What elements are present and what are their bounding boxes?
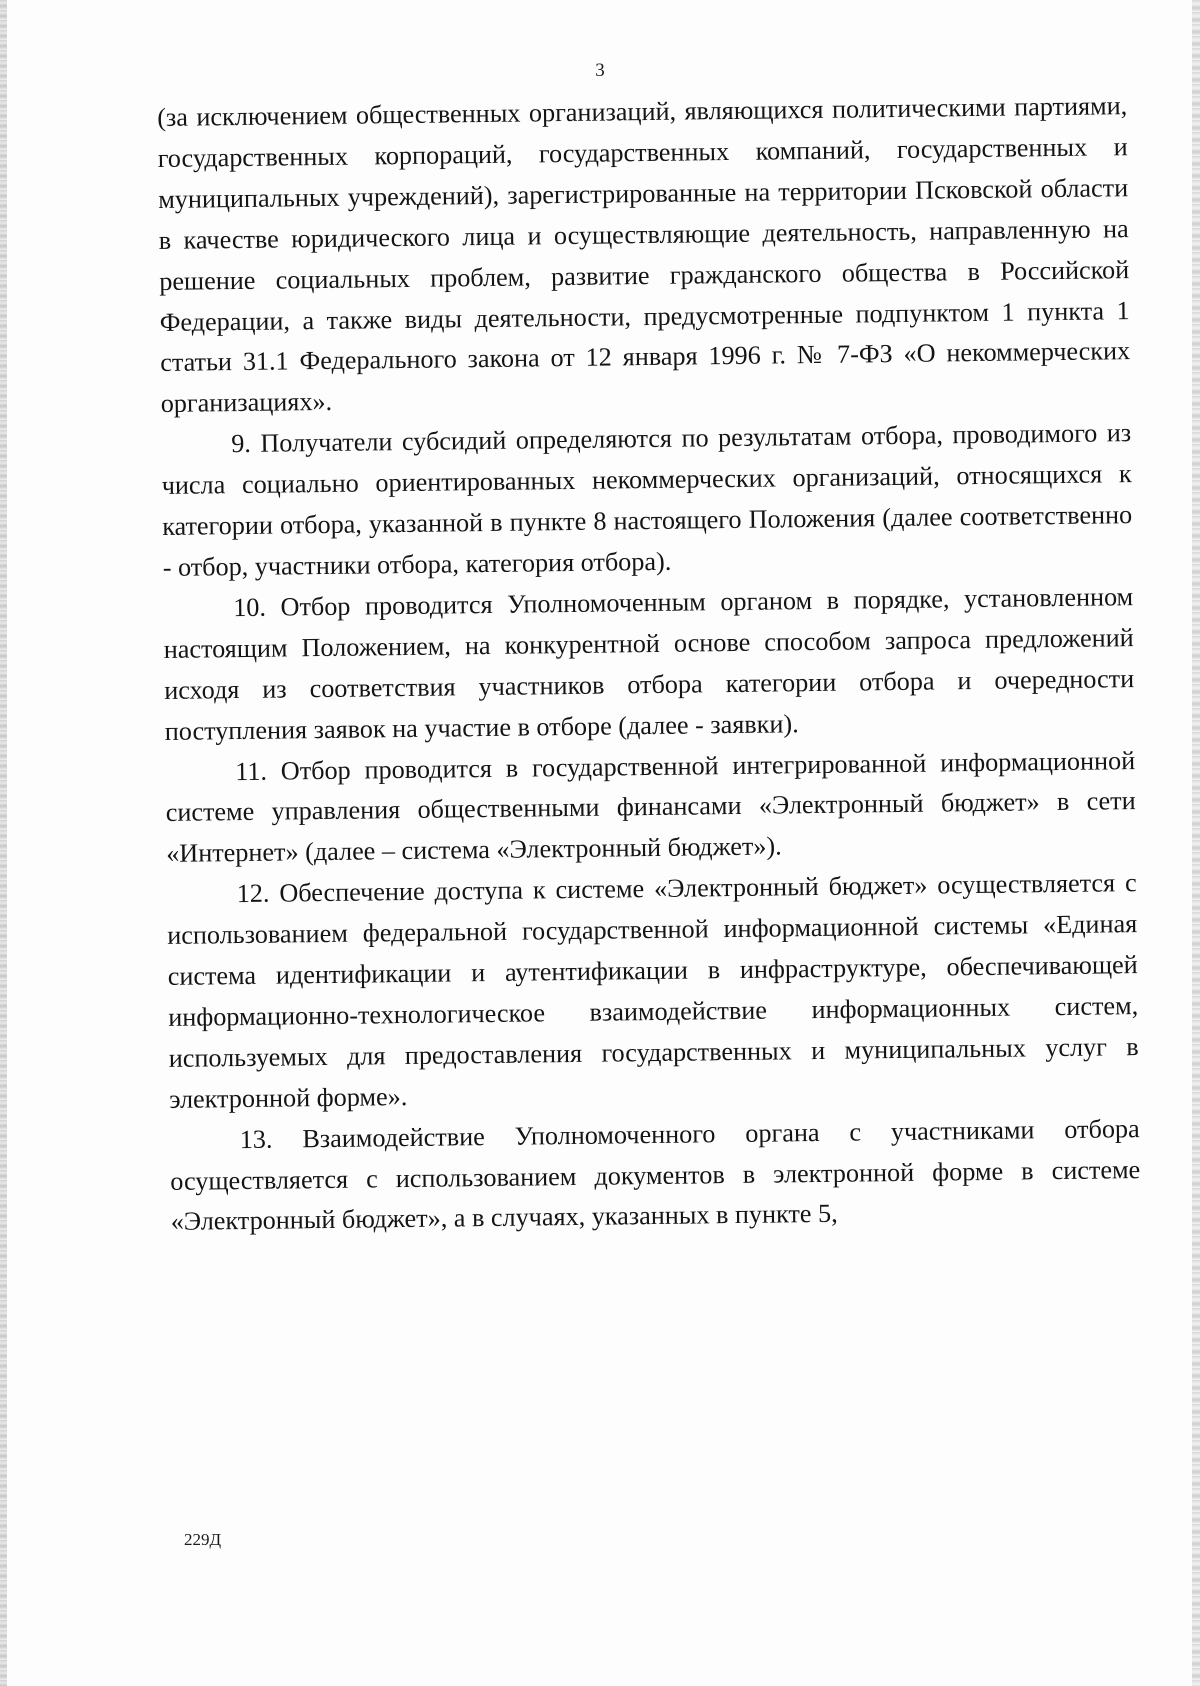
document-code: 229Д <box>184 1530 222 1549</box>
paragraph-12: 12. Обеспечение доступа к системе «Электронный бюджет» осуществляется с использованием федеральной государственной информационной системы «Единая система идентификации и аутентификации в инфраструктуре, обеспечивающей информационно-технологическое взаимодействие информационных систем, используемых для предоставления государственных и муниципальных услуг в электронной форме». <box>167 868 1139 1114</box>
paragraph-11: 11. Отбор проводится в государственной интегрированной информационной системе управления общественными финансами «Электронный бюджет» в сети «Интернет» (далее – система «Электронный бюджет»). <box>165 745 1136 869</box>
paragraph-continuation: (за исключением общественных организаций, являющихся политическими партиями, государственных корпораций, государственных компаний, государственных и муниципальных учреждений), зарегистрированные на территории Псковской области в качестве юридического лица и осуществляющие деятельность, направленную на решение социальных проблем, развитие гражданского общества в Российской Федерации, а также виды деятельности, предусмотренные подпунктом 1 пункта 1 статьи 31.1 Федерального закона от 12 января 1996 г. № 7-ФЗ «О некоммерческих организациях». <box>157 91 1131 419</box>
paragraph-10: 10. Отбор проводится Уполномоченным органом в порядке, установленном настоящим Положением, на конкурентной основе способом запроса предложений исходя из соответствия участников отбора категории отбора и очередности поступления заявок на участие в отборе (далее - заявки). <box>163 581 1135 746</box>
page-number: 3 <box>595 60 605 81</box>
paragraph-9: 9. Получатели субсидий определяются по результатам отбора, проводимого из числа социально ориентированных некоммерческих организаций, относящихся к категории отбора, указанной в пункте 8 настоящего Положения (далее соответственно - отбор, участники отбора, категория отбора). <box>161 418 1133 582</box>
paragraph-13: 13. Взаимодействие Уполномоченного органа с участниками отбора осуществляется с использованием документов в электронной форме в системе «Электронный бюджет», а в случаях, указанных в пункте 5, <box>170 1113 1141 1237</box>
scan-edge-left <box>0 0 7 1686</box>
document-body <box>157 86 1141 1243</box>
scan-edge-right <box>1192 0 1200 1686</box>
